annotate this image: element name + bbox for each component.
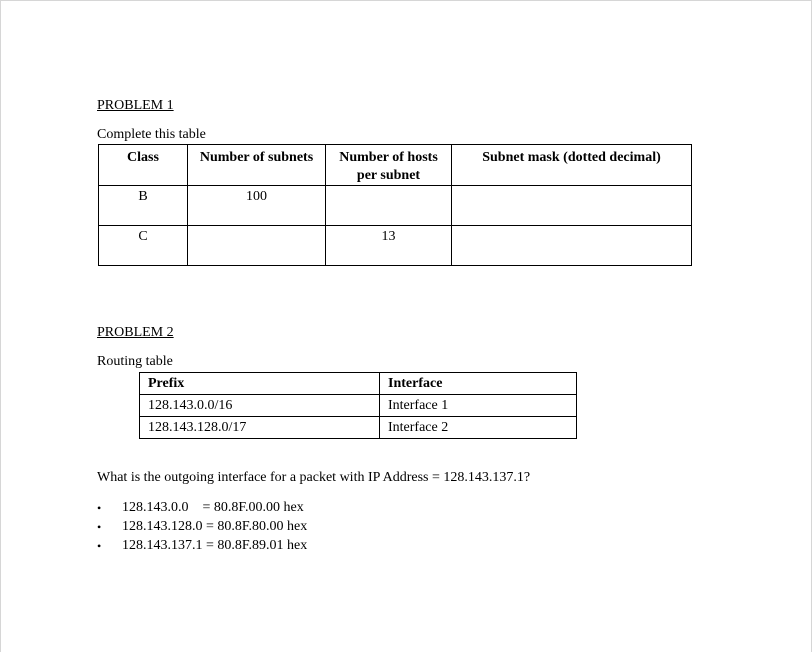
header-subnets: Number of subnets bbox=[188, 145, 326, 186]
cell-interface: Interface 2 bbox=[380, 417, 577, 439]
problem2-heading: PROBLEM 2 bbox=[97, 325, 174, 340]
table-row bbox=[99, 226, 692, 266]
subnet-table bbox=[98, 144, 692, 266]
bullet-item: 128.143.0.0 = 80.8F.00.00 hex bbox=[122, 500, 304, 515]
header-class: Class bbox=[99, 145, 188, 186]
routing-table-caption: Routing table bbox=[97, 354, 173, 369]
cell-subnet-mask bbox=[452, 226, 692, 266]
bullet-item: 128.143.128.0 = 80.8F.80.00 hex bbox=[122, 519, 308, 534]
cell-hosts: 13 bbox=[326, 226, 452, 266]
cell-hosts bbox=[326, 186, 452, 226]
cell-class: C bbox=[99, 226, 188, 266]
routing-table bbox=[139, 372, 577, 439]
header-prefix: Prefix bbox=[140, 373, 380, 395]
cell-interface: Interface 1 bbox=[380, 395, 577, 417]
table-header-row bbox=[140, 373, 577, 395]
question-text: What is the outgoing interface for a packet with IP Address = 128.143.137.1? bbox=[97, 470, 531, 485]
table-row bbox=[140, 395, 577, 417]
header-hosts bbox=[326, 145, 452, 186]
header-interface: Interface bbox=[380, 373, 577, 395]
cell-prefix: 128.143.128.0/17 bbox=[140, 417, 380, 439]
cell-prefix: 128.143.0.0/16 bbox=[140, 395, 380, 417]
bullet-icon: • bbox=[97, 520, 102, 534]
header-hosts-line2: per subnet bbox=[356, 168, 421, 183]
cell-subnets: 100 bbox=[188, 186, 326, 226]
cell-class: B bbox=[99, 186, 188, 226]
table-row bbox=[99, 186, 692, 226]
header-subnet-mask: Subnet mask (dotted decimal) bbox=[452, 145, 692, 186]
problem1-heading: PROBLEM 1 bbox=[97, 98, 174, 113]
cell-subnet-mask bbox=[452, 186, 692, 226]
bullet-icon: • bbox=[97, 539, 102, 553]
header-hosts-line1: Number of hosts bbox=[339, 150, 438, 165]
bullet-icon: • bbox=[97, 501, 102, 515]
cell-subnets bbox=[188, 226, 326, 266]
table-row bbox=[140, 417, 577, 439]
problem1-instruction: Complete this table bbox=[97, 127, 206, 142]
bullet-item: 128.143.137.1 = 80.8F.89.01 hex bbox=[122, 538, 308, 553]
table-header-row bbox=[99, 145, 692, 186]
